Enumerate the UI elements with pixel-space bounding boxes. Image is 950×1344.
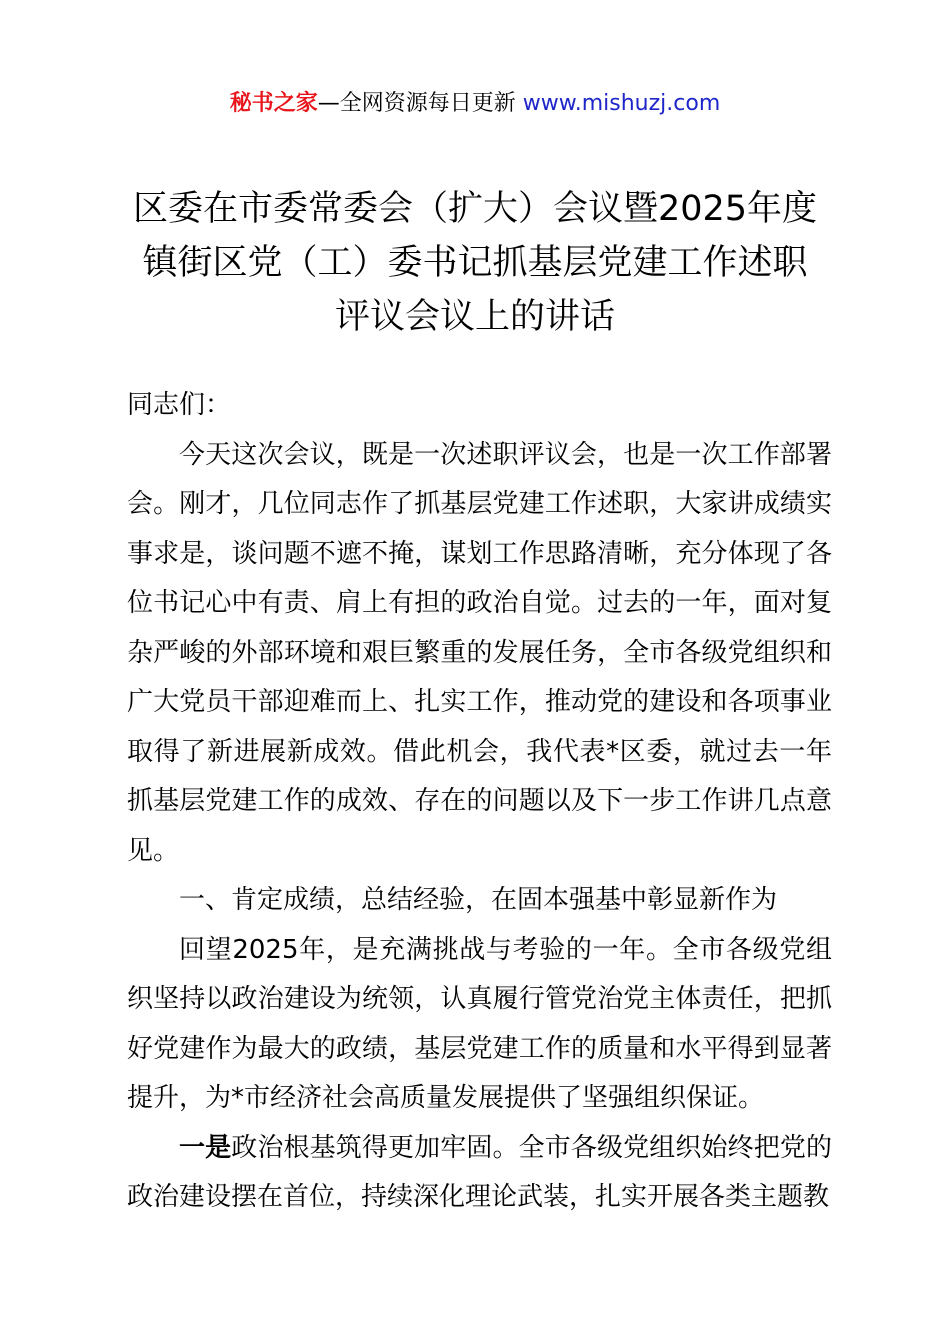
title-line-2: 镇街区党（工）委书记抓基层党建工作述职 bbox=[142, 243, 808, 283]
site-slogan: —全网资源每日更新 bbox=[317, 91, 523, 116]
site-url-link[interactable]: www.mishuzj.com bbox=[522, 91, 721, 116]
point-lead: 一是 bbox=[179, 1132, 232, 1163]
salutation: 同志们： bbox=[127, 390, 232, 420]
site-header bbox=[0, 88, 950, 120]
title-line-3: 评议会议上的讲话 bbox=[334, 297, 615, 337]
paragraph-review: 回望2025年，是充满挑战与考验的一年。全市各级党组织坚持以政治建设为统领，认真履行管党治党主体责任，把抓好党建作为最大的政绩，基层党建工作的质量和水平得到显著提升，为*市经济社会高质量发展提供了坚强组织保证。 bbox=[127, 934, 832, 1113]
paragraph-point-1 bbox=[127, 1124, 832, 1223]
section-heading-1: 一、肯定成绩，总结经验，在固本强基中彰显新作为 bbox=[179, 885, 778, 915]
document-body bbox=[127, 381, 832, 1223]
title-line-1: 区委在市委常委会（扩大）会议暨2025年度 bbox=[132, 189, 818, 229]
paragraph-opening: 今天这次会议，既是一次述职评议会，也是一次工作部署会。刚才，几位同志作了抓基层党建工作述职，大家讲成绩实事求是，谈问题不遮不掩，谋划工作思路清晰，充分体现了各位书记心中有责、肩上有担的政治自觉。过去的一年，面对复杂严峻的外部环境和艰巨繁重的发展任务，全市各级党组织和广大党员干部迎难而上、扎实工作，推动党的建设和各项事业取得了新进展新成效。借此机会，我代表*区委，就过去一年抓基层党建工作的成效、存在的问题以及下一步工作讲几点意见。 bbox=[127, 439, 832, 866]
document-title bbox=[120, 182, 830, 344]
point-text: 政治根基筑得更加牢固。全市各级党组织始终把党的政治建设摆在首位，持续深化理论武装，扎实开展各类主题教 bbox=[127, 1132, 832, 1212]
site-brand: 秘书之家 bbox=[229, 91, 318, 116]
